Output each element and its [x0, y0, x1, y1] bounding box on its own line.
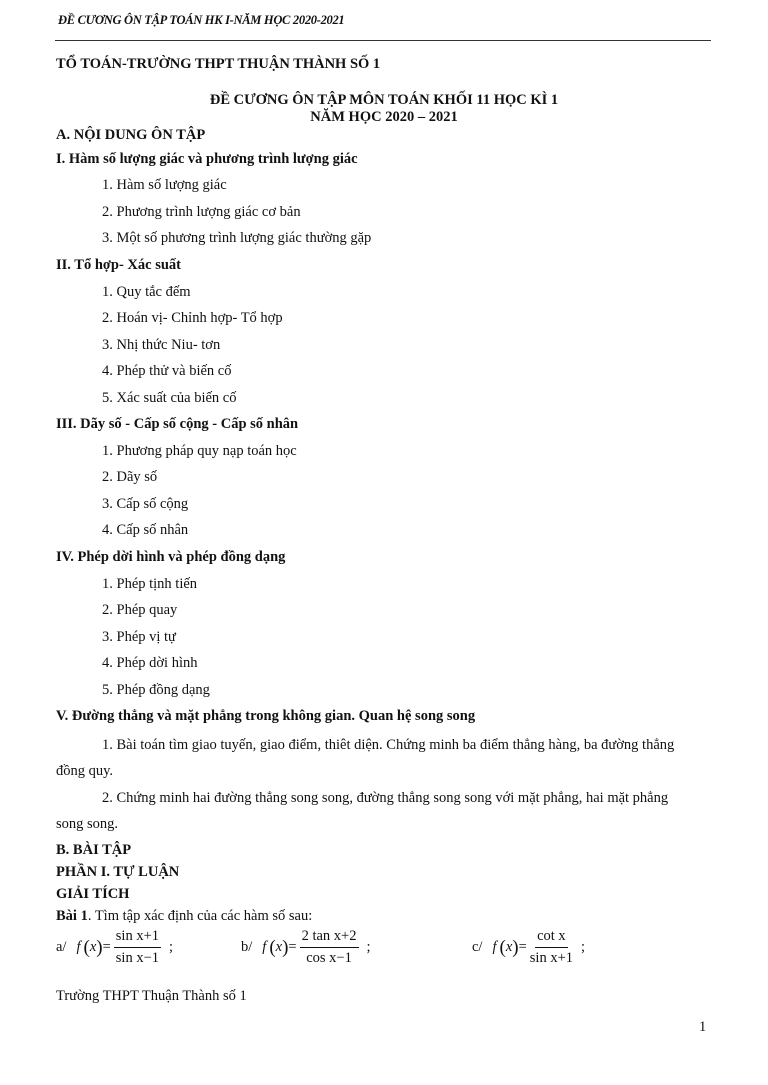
list-item: 4. Phép dời hình	[102, 655, 198, 671]
denominator: cos x−1	[306, 950, 352, 966]
numerator: 2 tan x+2	[300, 928, 359, 948]
list-item: 3. Nhị thức Niu- tơn	[102, 337, 221, 353]
formula-terminator: ;	[581, 939, 586, 955]
denominator: sin x−1	[115, 950, 160, 966]
formula-a: a/ f ( x ) = $\frac{\text{sin x+1}}{\text{sin x−1}}$ ;	[56, 928, 174, 966]
topic-heading: GIẢI TÍCH	[56, 886, 130, 902]
exercise-label: Bài 1	[56, 908, 88, 924]
numerator: cot x	[535, 928, 568, 948]
formula-b: b/ f ( x ) = $\frac{\text{2 tan x+2}}{\text{cos x−1}}$ ;	[241, 928, 371, 966]
part-b-subheading: PHẦN I. TỰ LUẬN	[56, 864, 180, 880]
document-subtitle: NĂM HỌC 2020 – 2021	[310, 109, 458, 125]
numerator: sin x+1	[114, 928, 161, 948]
list-item: 2. Dãy số	[102, 469, 158, 485]
function-variable: x	[505, 939, 513, 955]
list-item: 3. Phép vị tự	[102, 629, 176, 645]
list-item: 2. Hoán vị- Chỉnh hợp- Tổ hợp	[102, 310, 283, 326]
formula-label: b/	[241, 939, 253, 955]
header-divider	[55, 40, 711, 41]
fraction	[300, 928, 359, 967]
list-item: 2. Phương trình lượng giác cơ bản	[102, 204, 301, 220]
paragraph-line: 2. Chứng minh hai đường thẳng song song, đường thẳng song song với mặt phẳng, hai mặt phẳng	[102, 790, 669, 806]
function-name: f	[492, 939, 497, 955]
section-heading: IV. Phép dời hình và phép đồng dạng	[56, 549, 286, 565]
section-heading: I. Hàm số lượng giác và phương trình lượng giác	[56, 151, 358, 167]
formula-label: c/	[472, 939, 483, 955]
function-variable: x	[89, 939, 97, 955]
list-item: 4. Cấp số nhân	[102, 522, 189, 538]
list-item: 4. Phép thử và biến cố	[102, 363, 232, 379]
document-title: ĐỀ CƯƠNG ÔN TẬP MÔN TOÁN KHỐI 11 HỌC KÌ 1	[209, 92, 559, 108]
formula-c: c/ f ( x ) = $\frac{\text{cot x}}{\text{sin x+1}}$ ;	[472, 928, 586, 966]
part-b-heading: B. BÀI TẬP	[56, 842, 132, 858]
list-item: 1. Hàm số lượng giác	[102, 177, 227, 193]
exercise-text: . Tìm tập xác định của các hàm số sau:	[87, 908, 313, 924]
formula-terminator: ;	[366, 939, 371, 955]
function-variable: x	[275, 939, 283, 955]
list-item: 3. Cấp số cộng	[102, 496, 189, 512]
fraction	[114, 928, 161, 967]
function-name: f	[262, 939, 267, 955]
department-line: TỔ TOÁN-TRƯỜNG THPT THUẬN THÀNH SỐ 1	[56, 56, 381, 72]
fraction	[530, 928, 573, 967]
list-item: 1. Phép tịnh tiến	[102, 576, 198, 592]
list-item: 1. Quy tắc đếm	[102, 284, 191, 300]
section-heading: II. Tổ hợp- Xác suất	[56, 257, 181, 273]
exercise-prompt	[56, 908, 312, 925]
paragraph-line: song song.	[56, 816, 119, 832]
paragraph-line: 1. Bài toán tìm giao tuyến, giao điểm, thiêt diện. Chứng minh ba điểm thẳng hàng, ba đường thẳng	[102, 737, 675, 753]
part-a-heading: A. NỘI DUNG ÔN TẬP	[56, 127, 206, 143]
list-item: 3. Một số phương trình lượng giác thường gặp	[102, 230, 372, 246]
paragraph-line: đồng quy.	[56, 763, 114, 779]
running-header: ĐỀ CƯƠNG ÔN TẬP TOÁN HK I-NĂM HỌC 2020-2021	[58, 13, 345, 27]
function-name: f	[76, 939, 81, 955]
formula-label: a/	[56, 939, 67, 955]
list-item: 5. Xác suất của biến cố	[102, 390, 237, 406]
list-item: 1. Phương pháp quy nạp toán học	[102, 443, 297, 459]
page-footer: Trường THPT Thuận Thành số 1	[56, 988, 247, 1004]
list-item: 5. Phép đồng dạng	[102, 682, 210, 698]
denominator: sin x+1	[529, 950, 574, 966]
section-heading: V. Đường thẳng và mặt phẳng trong không gian. Quan hệ song song	[56, 708, 476, 724]
page-number: 1	[699, 1019, 707, 1035]
section-heading: III. Dãy số - Cấp số cộng - Cấp số nhân	[56, 416, 299, 432]
formula-terminator: ;	[169, 939, 174, 955]
list-item: 2. Phép quay	[102, 602, 178, 618]
